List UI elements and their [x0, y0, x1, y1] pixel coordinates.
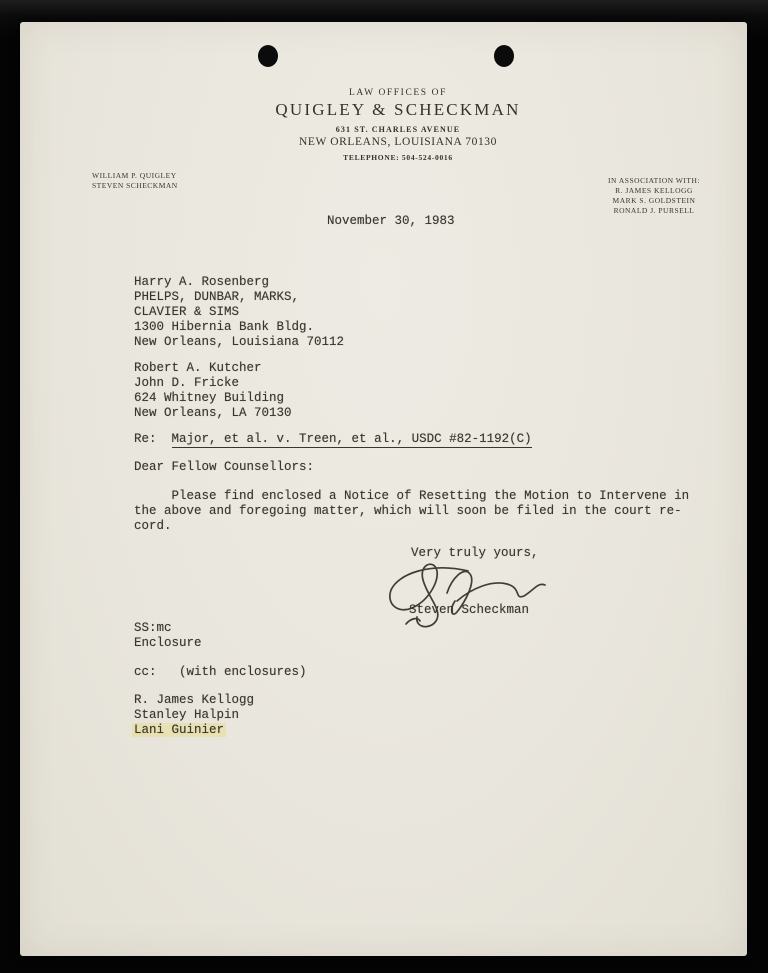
- closing: Very truly yours,: [411, 546, 539, 560]
- recipient-line: John D. Fricke: [134, 376, 240, 390]
- re-label: Re:: [134, 432, 157, 446]
- hole-punch-right-icon: [494, 45, 514, 67]
- recipient-line: Robert A. Kutcher: [134, 361, 262, 375]
- partner-name: STEVEN SCHECKMAN: [92, 181, 178, 190]
- letterhead-partners: [92, 171, 178, 191]
- cc-recipient: Stanley Halpin: [134, 708, 240, 722]
- recipient-line: Harry A. Rosenberg: [134, 275, 270, 289]
- recipient-line: New Orleans, LA 70130: [134, 406, 292, 420]
- letterhead-city-line: NEW ORLEANS, LOUISIANA 70130: [298, 136, 498, 148]
- cc-recipient: R. James Kellogg: [134, 693, 255, 707]
- handwritten-signature: [383, 556, 561, 634]
- recipient-line: 1300 Hibernia Bank Bldg.: [134, 320, 315, 334]
- recipient-line: CLAVIER & SIMS: [134, 305, 240, 319]
- letterhead-firm-name: QUIGLEY & SCHECKMAN: [275, 100, 521, 119]
- associate-name: MARK S. GOLDSTEIN: [612, 196, 696, 205]
- body-line: cord.: [134, 519, 172, 533]
- letterhead-office-line: LAW OFFICES OF: [348, 88, 447, 98]
- cc-note: (with enclosures): [179, 665, 307, 679]
- reference-initials: SS:mc: [134, 621, 172, 635]
- hole-punch-left-icon: [258, 45, 278, 67]
- re-subject: Major, et al. v. Treen, et al., USDC #82-1192(C): [171, 432, 532, 446]
- letter-date: November 30, 1983: [327, 214, 455, 228]
- cc-recipient-highlighted: [134, 723, 224, 738]
- associate-name: RONALD J. PURSELL: [613, 206, 695, 215]
- recipient-line: 624 Whitney Building: [134, 391, 285, 405]
- association-heading: IN ASSOCIATION WITH:: [608, 176, 700, 185]
- re-line: [134, 432, 532, 447]
- signer-name: Steven Scheckman: [409, 603, 530, 617]
- highlight-mark: Lani Guinier: [134, 723, 225, 737]
- cc-label: cc:: [134, 665, 157, 679]
- salutation: Dear Fellow Counsellors:: [134, 460, 315, 474]
- enclosure-note: Enclosure: [134, 636, 202, 650]
- recipient-line: New Orleans, Louisiana 70112: [134, 335, 345, 349]
- partner-name: WILLIAM P. QUIGLEY: [92, 171, 177, 180]
- associate-name: R. JAMES KELLOGG: [615, 186, 693, 195]
- letterhead-associates: [598, 176, 710, 216]
- body-line: Please find enclosed a Notice of Resetting the Motion to Intervene in: [134, 489, 690, 503]
- letterhead-telephone: TELEPHONE: 504-524-0016: [343, 153, 453, 162]
- recipient-line: PHELPS, DUNBAR, MARKS,: [134, 290, 300, 304]
- body-line: the above and foregoing matter, which will soon be filed in the court re-: [134, 504, 682, 518]
- letterhead-street-address: 631 ST. CHARLES AVENUE: [335, 125, 461, 134]
